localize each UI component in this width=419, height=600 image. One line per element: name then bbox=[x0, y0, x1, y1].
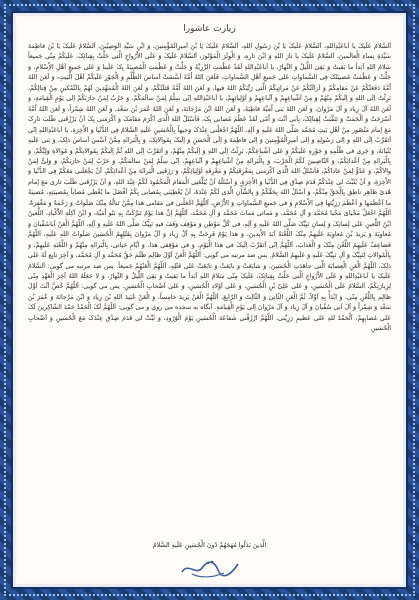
closing-line: الَّذینَ بَذَلُوا مُهَجَهُمْ دُونَ الْحُسَینِ عَلَیهِ السَّلامُ bbox=[152, 542, 267, 549]
prayer-text: اَلسَّلامُ عَلَیکَ یا اَباعَبْدِاللهِ، اَلسَّلامُ عَلَیکَ یَا بْنَ رَسُولِ اللهِ، اَلسَّلامُ عَلَیکَ یَا بْنَ اَمیرِالْمُؤْمِنینَ، وَ ابْنِ سَیِّدِ الْوَصِیّینَ، اَلسَّلامُ عَلَیکَ یَا بْنَ فاطِمَةَ سَیِّدَةِ نِساءِ الْعالَمینَ، اَلسَّلامُ عَلَیکَ یا ثارَ اللهِ وَ ابْنَ ثارِهِ، وَ الْوِتْرَ الْمَوْتُورَ، اَلسَّلامُ عَلَیکَ وَ عَلَی الاَْرْواحِ الَّتی حَلَّتْ بِفِنائِکَ، عَلَیکُمْ مِنّی جَمیعاً سَلامُ اللهِ اَبَداً ما بَقیتُ وَ بَقِیَ اللَّیلُ وَ النَّهارُ، یا اَباعَبْدِاللهِ لَقَدْ عَظُمَتِ الرَّزِیَّةُ وَ جَلَّتْ وَ عَظُمَتِ الْمُصیبَةُ بِکَ عَلَینا وَ عَلی جَمیعِ اَهْلِ الاِْسْلامِ، وَ جَلَّتْ وَ عَظُمَتْ مُصیبَتُکَ فِی السَّماواتِ عَلی جَمیعِ اَهْلِ السَّماواتِ، فَلَعَنَ اللهُ اُمَّةً اَسَّسَتْ اَساسَ الظُّلْمِ وَ الْجَوْرِ عَلَیکُمْ اَهْلَ الْبَیتِ، وَ لَعَنَ اللهُ اُمَّةً دَفَعَتْکُمْ عَنْ مَقامِکُمْ وَ اَزالَتْکُمْ عَنْ مَراتِبِکُمُ الَّتی رَتَّبَکُمُ اللهُ فیها، وَ لَعَنَ اللهُ اُمَّةً قَتَلَتْکُمْ، وَ لَعَنَ اللهُ الْمُمَهِّدینَ لَهُمْ بِالتَّمْکینِ مِنْ قِتالِکُمْ، بَرِئْتُ اِلَی اللهِ وَ اِلَیکُمْ مِنْهُمْ وَ مِنْ اَشْیاعِهِمْ وَ اَتْباعِهِمْ وَ اَوْلِیائِهِمْ، یا اَباعَبْدِاللهِ اِنّی سِلْمٌ لِمَنْ سالَمَکُمْ، وَ حَرْبٌ لِمَنْ حارَبَکُمْ اِلی یَوْمِ الْقِیامَةِ، وَ لَعَنَ اللهُ آلَ زِیاد وَ آلَ مَرْوانَ، وَ لَعَنَ اللهُ بَنی اُمَیَّةَ قاطِبَةً، وَ لَعَنَ اللهُ ابْنَ مَرْجانَةَ، وَ لَعَنَ اللهُ عُمَرَ بْنَ سَعْد، وَ لَعَنَ اللهُ شِمْراً، وَ لَعَنَ اللهُ اُمَّةً اَسْرَجَتْ وَ اَلْجَمَتْ وَ تَنَقَّبَتْ لِقِتالِکَ، بِاَبی اَنْتَ وَ اُمّی لَقَدْ عَظُمَ مُصابی بِکَ، فَاَسْئَلُ اللهَ الَّذی اَکْرَمَ مَقامَکَ وَ اَکْرَمَنی بِکَ اَنْ یَرْزُقَنی طَلَبَ ثارِکَ مَعَ اِمام مَنْصُور مِنْ اَهْلِ بَیتِ مُحَمَّد صَلَّی اللهُ عَلَیهِ وَ آلِهِ، اَللّهُمَّ اجْعَلْنی عِنْدَکَ وَجیهاً بِالْحُسَینِ عَلَیهِ السَّلامُ فِی الدُّنْیا وَ الاْخِرَةِ، یا اَباعَبْدِاللهِ اِنّی اَتَقَرَّبُ اِلَی اللهِ وَ اِلی رَسُولِهِ وَ اِلی اَمیرِالْمُؤْمِنینَ وَ اِلی فاطِمَةَ وَ اِلَی الْحَسَنِ وَ اِلَیکَ بِمُوالاتِکَ، وَ بِالْبَرائَةِ مِمَّنْ اَسَّسَ اَساسَ ذلِکَ، وَ بَنی عَلَیهِ بُنْیانَهُ، وَ جَری فی ظُلْمِهِ وَ جَوْرِهِ عَلَیکُمْ وَ عَلی اَشْیاعِکُمْ، بَرِئْتُ اِلَی اللهِ وَ اِلَیکُمْ مِنْهُمْ، وَ اَتَقَرَّبُ اِلَی اللهِ ثُمَّ اِلَیکُمْ بِمُوالاتِکُمْ وَ مُوالاةِ وَلِیِّکُمْ، وَ بِالْبَرائَةِ مِنْ اَعْدائِکُمْ، وَ النّاصِبینَ لَکُمُ الْحَرْبَ، وَ بِالْبَرائَةِ مِنْ اَشْیاعِهِمْ وَ اَتْباعِهِمْ، اِنّی سِلْمٌ لِمَنْ سالَمَکُمْ، وَ حَرْبٌ لِمَنْ حارَبَکُمْ، وَ وَلِیٌّ لِمَنْ والاکُمْ، وَ عَدُوٌّ لِمَنْ عاداکُمْ، فَاَسْئَلُ اللهَ الَّذی اَکْرَمَنی بِمَعْرِفَتِکُمْ وَ مَعْرِفَةِ اَوْلِیائِکُمْ، وَ رَزَقَنِی الْبَرائَةَ مِنْ اَعْدائِکُمْ، اَنْ یَجْعَلَنی مَعَکُمْ فِی الدُّنْیا وَ الاْخِرَةِ، وَ اَنْ یُثَبِّتَ لی عِنْدَکُمْ قَدَمَ صِدْق فِی الدُّنْیا وَ الاْخِرَةِ، وَ اَسْئَلُهُ اَنْ یُبَلِّغَنِی الْمَقامَ الْمَحْمُودَ لَکُمْ عِنْدَ اللهِ، وَ اَنْ یَرْزُقَنی طَلَبَ ثاری مَعَ اِمام هُدیً ظاهِر ناطِق بِالْحَقِّ مِنْکُمْ، وَ اَسْئَلُ اللهَ بِحَقِّکُمْ وَ بِالشَّأْنِ الَّذی لَکُمْ عِنْدَهُ، اَنْ یُعْطِیَنی بِمُصابی بِکُمْ اَفْضَلَ ما یُعْطی مُصاباً بِمُصیبَتِهِ، مُصیبَةً ما اَعْظَمَها وَ اَعْظَمَ رَزِیَّتَها فِی الاِْسْلامِ وَ فی جَمیعِ السَّماواتِ وَ الاَْرْضِ، اَللّهُمَّ اجْعَلْنی فی مَقامی هذا مِمَّنْ تَنالُهُ مِنْکَ صَلَواتٌ وَ رَحْمَةٌ وَ مَغْفِرَةٌ، اَللّهُمَّ اجْعَلْ مَحْیایَ مَحْیا مُحَمَّد وَ آلِ مُحَمَّد، وَ مَماتی مَماتَ مُحَمَّد وَ آلِ مُحَمَّد، اَللّهُمَّ اِنَّ هذا یَوْمٌ تَبَرَّکَتْ بِهِ بَنُو اُمَیَّةَ، وَ ابْنُ آکِلَةِ الاَْکْبادِ، اللَّعینُ ابْنُ اللَّعینِ عَلی لِسانِکَ وَ لِسانِ نَبِیِّکَ صَلَّی اللهُ عَلَیهِ وَ آلِهِ، فی کُلِّ مَوْطِن وَ مَوْقِف وَقَفَ فیهِ نَبِیُّکَ صَلَّی اللهُ عَلَیهِ وَ آلِهِ، اَللّهُمَّ الْعَنْ اَباسُفْیانَ وَ مُعاوِیَةَ وَ یَزیدَ بْنَ مُعاوِیَةَ عَلَیهِمْ مِنْکَ اللَّعْنَةُ اَبَدَ الاْبِدینَ، وَ هذا یَوْمٌ فَرِحَتْ بِهِ آلُ زِیاد وَ آلُ مَرْوانَ بِقَتْلِهِمُ الْحُسَینَ صَلَواتُ اللهِ عَلَیهِ، اَللّهُمَّ فَضاعِفْ عَلَیهِمُ اللَّعْنَ مِنْکَ وَ الْعَذابَ، اَللّهُمَّ اِنّی اَتَقَرَّبُ اِلَیکَ فی هذَا الْیَوْمِ، وَ فی مَوْقِفی هذا، وَ اَیّامِ حَیاتی، بِالْبَرائَةِ مِنْهُمْ وَ اللَّعْنَةِ عَلَیهِمْ، وَ بِالْمُوالاتِ لِنَبِیِّکَ وَ آلِ نَبِیِّکَ عَلَیهِ وَ عَلَیهِمُ السَّلامُ. پس صد مرتبه می گویی: اَللّهُمَّ الْعَنْ اَوَّلَ ظالِم ظَلَمَ حَقَّ مُحَمَّد وَ آلِ مُحَمَّد، وَ آخِرَ تابِع لَهُ عَلی ذلِکَ، اَللّهُمَّ الْعَنِ الْعِصابَةَ الَّتی جاهَدَتِ الْحُسَینَ، وَ شایَعَتْ وَ بایَعَتْ وَ تابَعَتْ عَلی قَتْلِهِ، اَللّهُمَّ الْعَنْهُمْ جَمیعاً. پس صد مرتبه می گویی: اَلسَّلامُ عَلَیکَ یا اَباعَبْدِاللهِ وَ عَلَی الاَْرْواحِ الَّتی حَلَّتْ بِفِنائِکَ، عَلَیکَ مِنّی سَلامُ اللهِ اَبَداً ما بَقیتُ وَ بَقِیَ اللَّیلُ وَ النَّهارُ، وَ لا جَعَلَهُ اللهُ آخِرَ الْعَهْدِ مِنّی لِزِیارَتِکُمْ، اَلسَّلامُ عَلَی الْحُسَینِ، وَ عَلی عَلِیِّ بْنِ الْحُسَینِ، وَ عَلی اَوْلادِ الْحُسَینِ، وَ عَلی اَصْحابِ الْحُسَینِ. پس می گویی: اَللّهُمَّ خُصَّ اَنْتَ اَوَّلَ ظالِم بِاللَّعْنِ مِنّی، وَ ابْدَأْ بِهِ اَوَّلاً، ثُمَّ الْعَنِ الثّانِیَ وَ الثّالِثَ وَ الرّابِعَ، اَللّهُمَّ الْعَنْ یَزیدَ خامِساً، وَ الْعَنْ عُبَیدَ اللهِ بْنَ زِیاد وَ ابْنَ مَرْجانَةَ وَ عُمَرَ بْنَ سَعْد وَ شِمْراً وَ آلَ اَبی سُفْیانَ وَ آلَ زِیاد وَ آلَ مَرْوانَ اِلی یَوْمِ الْقِیامَةِ. آنگاه به سجده می روی و می گویی: اَللّهُمَّ لَکَ الْحَمْدُ حَمْدَ الشّاکِرینَ لَکَ عَلی مُصابِهِمْ، اَلْحَمْدُ للهِ عَلی عَظیمِ رَزِیَّتی، اَللّهُمَّ ارْزُقْنی شَفاعَةَ الْحُسَینِ یَوْمَ الْوُرُودِ، وَ ثَبِّتْ لی قَدَمَ صِدْق عِنْدَکَ مَعَ الْحُسَینِ وَ اَصْحابِ الْحُسَینِ bbox=[28, 43, 391, 333]
calligraphy-signature bbox=[178, 556, 242, 580]
document-page bbox=[18, 18, 401, 582]
page-title: زیارت عاشورا bbox=[183, 24, 236, 34]
signature-calligraphy-icon bbox=[178, 556, 242, 580]
